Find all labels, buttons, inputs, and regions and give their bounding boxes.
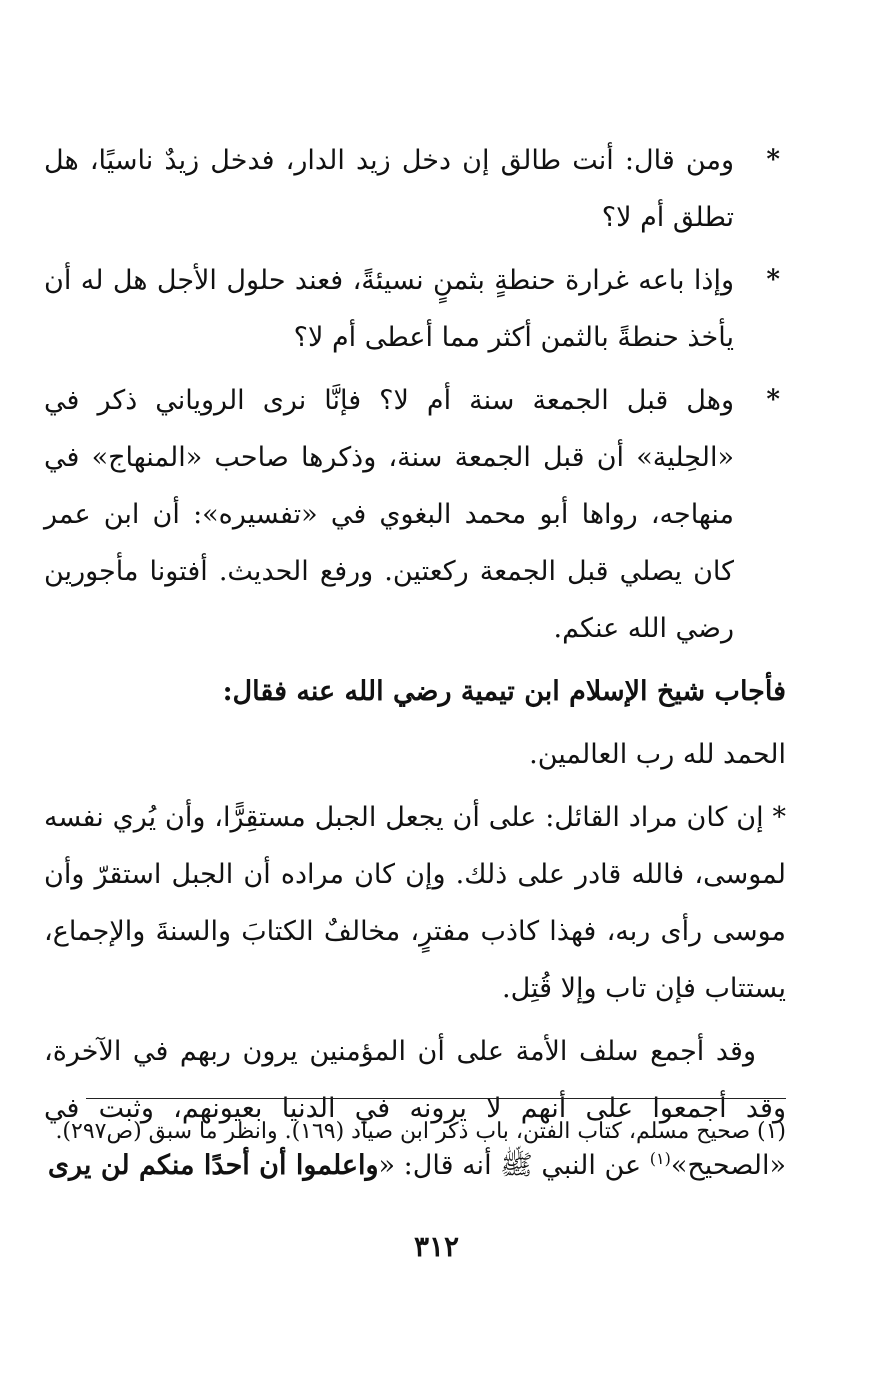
hadith-quote: واعلموا أن أحدًا منكم لن يرى (47, 1150, 379, 1181)
praise-line: الحمد لله رب العالمين. (529, 739, 786, 770)
answer-paragraph (44, 1023, 786, 1194)
paragraph-text: عن النبي ﷺ أنه قال: « (378, 1150, 650, 1181)
question-item (44, 372, 786, 657)
page-number: ٣١٢ (413, 1230, 460, 1263)
paragraph-text: وقد أجمع سلف الأمة على أن المؤمنين يرون ربهم في الآخرة، وقد أجمعوا على أنهم لا يرونه في الدنيا بعيونهم، وثبت في «الصحيح» (44, 1036, 786, 1181)
question-text: وهل قبل الجمعة سنة أم لا؟ فإنَّا نرى الروياني ذكر في «الحِلية» أن قبل الجمعة سنة، وذكرها صاحب «المنهاج» في منهاجه، رواها أبو محمد البغوي في «تفسيره»: أن ابن عمر كان يصلي قبل الجمعة ركعتين. ورفع الحديث. أفتونا مأجورين رضي الله عنكم. (44, 385, 734, 644)
question-text: وإذا باعه غرارة حنطةٍ بثمنٍ نسيئةً، فعند حلول الأجل هل له أن يأخذ حنطةً بالثمن أكثر مما أعطى أم لا؟ (44, 265, 734, 353)
footnote-reference[interactable]: (١) (649, 1149, 671, 1168)
asterisk-icon: * (766, 145, 780, 175)
page-body (44, 132, 786, 1200)
question-item (44, 132, 786, 246)
footnote: (١) صحيح مسلم، كتاب الفتن، باب ذكر ابن صياد (١٦٩). وانظر ما سبق (ص٢٩٧). (55, 1119, 786, 1144)
question-text: ومن قال: أنت طالق إن دخل زيد الدار، فدخل زيدٌ ناسيًا، هل تطلق أم لا؟ (44, 145, 734, 233)
asterisk-icon: * (766, 385, 780, 415)
answer-paragraph: * إن كان مراد القائل: على أن يجعل الجبل مستقِرًّا، وأن يُري نفسه لموسى، فالله قادر على ذلك. وإن كان مراده أن الجبل استقرّ وأن موسى رأى ربه، فهذا كاذب مفترٍ، مخالفٌ الكتابَ والسنةَ والإجماع، يستتاب فإن تاب وإلا قُتِل. (44, 802, 786, 1004)
asterisk-icon: * (766, 265, 780, 295)
question-item (44, 252, 786, 366)
footnote-divider (86, 1098, 786, 1099)
answer-heading: فأجاب شيخ الإسلام ابن تيمية رضي الله عنه فقال: (222, 676, 786, 707)
